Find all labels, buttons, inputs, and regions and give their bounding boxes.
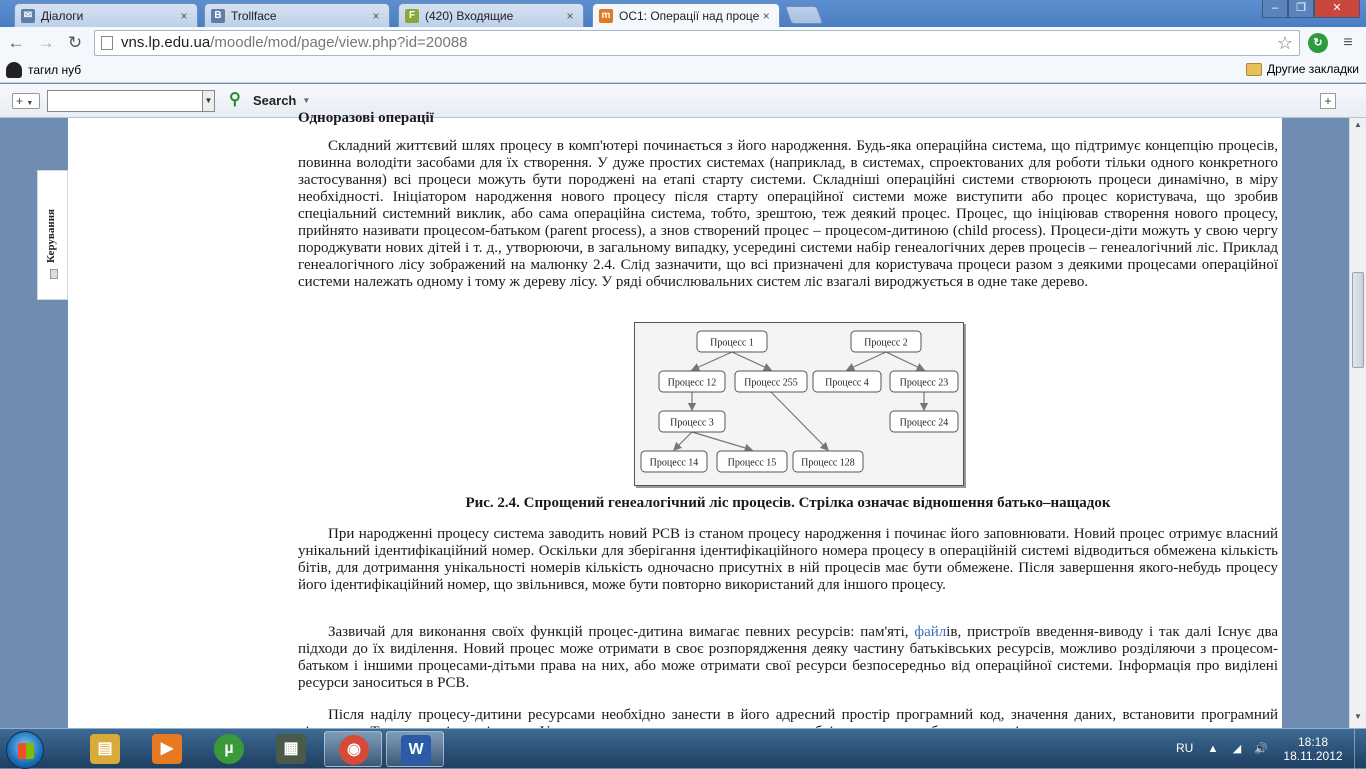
chrome-icon: ◉	[339, 735, 369, 765]
process-node	[793, 451, 863, 472]
paragraph-3-start: Зазвичай для виконання своїх функцій процес-дитина вимагає певних ресурсів: пам'яті,	[328, 624, 915, 640]
toolbar-search-input[interactable]	[47, 90, 203, 112]
folder-icon	[1246, 63, 1262, 76]
process-node-label: Процесс 255	[744, 377, 798, 389]
process-node-label: Процесс 23	[899, 377, 949, 389]
clock-date: 18.11.2012	[1283, 749, 1343, 763]
maximize-button[interactable]: ❐	[1288, 0, 1314, 18]
process-node	[851, 331, 921, 352]
tree-edge-arrow	[692, 432, 752, 450]
tab-close-icon[interactable]: ×	[180, 8, 188, 23]
utorrent-app[interactable]	[200, 731, 258, 767]
word-app[interactable]	[386, 731, 444, 767]
tab-title: (420) Входящие	[425, 8, 514, 23]
show-hidden-icons-icon[interactable]: ▲	[1207, 743, 1219, 755]
process-node-label: Процесс 3	[670, 417, 714, 429]
address-bar[interactable]	[94, 30, 1300, 56]
paragraph-3-end: ів, пристроїв введення-виводу і так далі Існує два підходи до їх виділення. Новий процес може отримати в своє розпорядження деяку частину батьківських ресурсів, можливо розділяючи з процесом-батьком і іншими процесами-дітьми права на них, або може отримати свої ресурси безпосередньо від операційної системи. Інформація про виділені ресурси заноситься в PCB.	[298, 624, 1278, 691]
process-node	[735, 371, 807, 392]
section-heading: Одноразові операції	[298, 110, 434, 126]
explorer-app[interactable]	[76, 731, 134, 767]
tab-os1-active[interactable]	[592, 3, 780, 28]
tab-title: ОС1: Операції над проце	[619, 9, 760, 23]
sidebar-block-admin[interactable]	[37, 170, 68, 300]
reload-button[interactable]: ↻	[67, 33, 83, 52]
process-node	[697, 331, 767, 352]
tab-close-icon[interactable]: ×	[372, 8, 380, 23]
utorrent-icon: µ	[214, 734, 244, 764]
url-path: /moodle/mod/page/view.php?id=20088	[210, 34, 468, 51]
figure-caption: Рис. 2.4. Спрощений генеалогічний ліс процесів. Стрілка означає відношення батько–нащадок	[465, 495, 1111, 511]
bookmark-star-icon[interactable]: ☆	[1276, 33, 1293, 53]
vk-dialogs-icon: ✉	[21, 9, 35, 23]
scroll-thumb[interactable]	[1352, 272, 1364, 368]
network-icon[interactable]: ◢	[1232, 743, 1242, 755]
process-node-label: Процесс 4	[825, 377, 869, 389]
process-node-label: Процесс 12	[667, 377, 717, 389]
volume-icon[interactable]: 🔊	[1254, 743, 1268, 755]
tree-edge-arrow	[732, 352, 771, 370]
page-viewport	[0, 110, 1349, 728]
scroll-up-icon[interactable]: ▲	[1354, 120, 1362, 129]
windows-logo-icon	[18, 743, 34, 759]
language-indicator[interactable]: RU	[1176, 741, 1194, 755]
process-node-label: Процесс 14	[649, 457, 699, 469]
chrome-app[interactable]	[324, 731, 382, 767]
monitor-icon: ▦	[276, 734, 306, 764]
taskbar	[0, 728, 1366, 768]
plus-icon: +	[16, 94, 24, 108]
tab-strip	[0, 0, 1366, 27]
word-icon: W	[401, 735, 431, 765]
start-button[interactable]	[6, 731, 44, 769]
system-tray	[1160, 729, 1366, 769]
tree-edge-arrow	[886, 352, 924, 370]
tree-edge-arrow	[692, 352, 732, 370]
extension-icon[interactable]: ↻	[1308, 33, 1328, 53]
paragraph-1: Складний життєвий шлях процесу в комп'ютері починається з його народження. Будь-яка операційна система, що підтримує концепцію процесів, повинна володіти засобами для їх створення. У дуже простих системах (наприклад, в системах, спроектованих для роботи тільки одного конкретного застосування) всі процеси можуть бути породжені на етапі старту системи. Складніші операційні системи створюють процеси динамічно, в міру необхідності. Ініціатором народження нового процесу після старту операційної системи може виступити або процес користувача, що зробив спеціальний системний виклик, або сама операційна система, тобто, зрештою, теж деякий процес. Процес, що ініціював створення нового процесу, прийнято називати процесом-батьком (parent process), а знов створений процес – процесом-дитиною (child process). Процеси-діти можуть у свою чергу породжувати нових дітей і т. д., утворюючи, в загальному випадку, усередині системи набір генеалогічних дерев процесів – генеалогічний ліс. Приклад генеалогічного лісу зображений на малюнку 2.4. Слід зазначити, що всі призначені для користувача процеси разом з деякими процесами операційної системи належать одному і тому ж дереву лісу. У ряді обчислювальних систем ліс взагалі вироджується в одне таке дерево.	[298, 138, 1278, 290]
navigation-bar	[0, 27, 1366, 59]
tab-trollface[interactable]	[204, 3, 390, 27]
minimize-button[interactable]: –	[1262, 0, 1288, 18]
process-node	[659, 371, 725, 392]
tab-inbox[interactable]	[398, 3, 584, 27]
troll-icon	[6, 62, 22, 78]
search-toolbar	[0, 84, 1366, 118]
process-node-label: Процесс 2	[864, 337, 908, 349]
menu-icon[interactable]: ≡	[1343, 34, 1353, 51]
play-icon: ▶	[152, 734, 182, 764]
process-node-label: Процесс 24	[899, 417, 949, 429]
process-node	[641, 451, 707, 472]
new-tab-button[interactable]	[785, 6, 824, 24]
file-link[interactable]: файл	[914, 624, 947, 640]
tab-dialogs[interactable]	[14, 3, 198, 27]
folder-icon: ▤	[90, 734, 120, 764]
bookmarks-bar	[0, 59, 1366, 83]
feed-icon: F	[405, 9, 419, 23]
forward-button[interactable]: →	[37, 33, 55, 52]
bookmark-label: тагил нуб	[28, 63, 82, 77]
sidebar-block-title: Керування	[45, 209, 57, 263]
bookmark-item[interactable]	[6, 62, 81, 78]
search-dropdown-button[interactable]: ▼	[203, 90, 215, 112]
tree-edge-arrow	[847, 352, 886, 370]
chevron-down-icon: ▼	[302, 95, 311, 105]
process-node	[890, 371, 958, 392]
tab-title: Trollface	[231, 8, 277, 23]
process-node-label: Процесс 1	[710, 337, 754, 349]
show-desktop-button[interactable]	[1354, 729, 1366, 769]
tab-close-icon[interactable]: ×	[566, 8, 574, 23]
toolbar-add-button[interactable]	[12, 93, 40, 109]
vk-icon: B	[211, 9, 225, 23]
back-button[interactable]: ←	[7, 33, 25, 52]
clock-time: 18:18	[1297, 735, 1329, 749]
tab-close-icon[interactable]: ×	[762, 9, 770, 23]
tree-edge-arrow	[674, 432, 692, 450]
process-node	[890, 411, 958, 432]
search-button[interactable]	[229, 92, 310, 108]
task-manager-app[interactable]	[262, 731, 320, 767]
chevron-down-icon: ▼	[26, 100, 34, 107]
process-node-label: Процесс 15	[727, 457, 777, 469]
process-node	[659, 411, 725, 432]
paragraph-2: При народженні процесу система заводить новий PCB із станом процесу народження і починає його заповнювати. Новий процес отримує власний унікальний ідентифікаційний номер. Оскільки для зберігання ідентифікаційного номера процесу в операційній системі відводиться обмежена кількість бітів, для дотримання унікальності номерів кількість одночасно присутніх в ній процесів має бути обмежене. Після завершення якого-небудь процесу його ідентифікаційний номер, що звільнився, може бути повторно використаний для іншого процесу.	[298, 526, 1278, 593]
process-tree-diagram	[635, 323, 965, 487]
other-bookmarks-label: Другие закладки	[1267, 62, 1359, 76]
search-icon: ⚲	[229, 91, 241, 108]
tab-title: Діалоги	[41, 8, 84, 23]
tree-edge-arrow	[771, 392, 828, 450]
clock[interactable]	[1282, 735, 1344, 763]
close-window-button[interactable]: ✕	[1314, 0, 1360, 18]
genealogy-figure	[634, 322, 964, 486]
moodle-icon: m	[599, 9, 613, 23]
dock-icon[interactable]	[50, 269, 58, 279]
paragraph-4: Після наділу процесу-дитини ресурсами необхідно занести в його адресний простір програмний код, значення даних, встановити програмний	[328, 707, 1278, 723]
page-icon	[101, 36, 113, 50]
vertical-scrollbar[interactable]	[1349, 118, 1366, 728]
process-node	[813, 371, 881, 392]
other-bookmarks[interactable]	[1246, 62, 1359, 76]
url-host: vns.lp.edu.ua	[121, 34, 211, 51]
paragraph-3	[298, 624, 1278, 692]
process-node-label: Процесс 128	[801, 457, 855, 469]
search-label: Search	[253, 92, 297, 108]
media-player-app[interactable]	[138, 731, 196, 767]
scroll-down-icon[interactable]: ▼	[1354, 712, 1362, 721]
toolbar-plus-button[interactable]: +	[1320, 93, 1336, 109]
page-content	[68, 110, 1282, 728]
process-node	[717, 451, 787, 472]
